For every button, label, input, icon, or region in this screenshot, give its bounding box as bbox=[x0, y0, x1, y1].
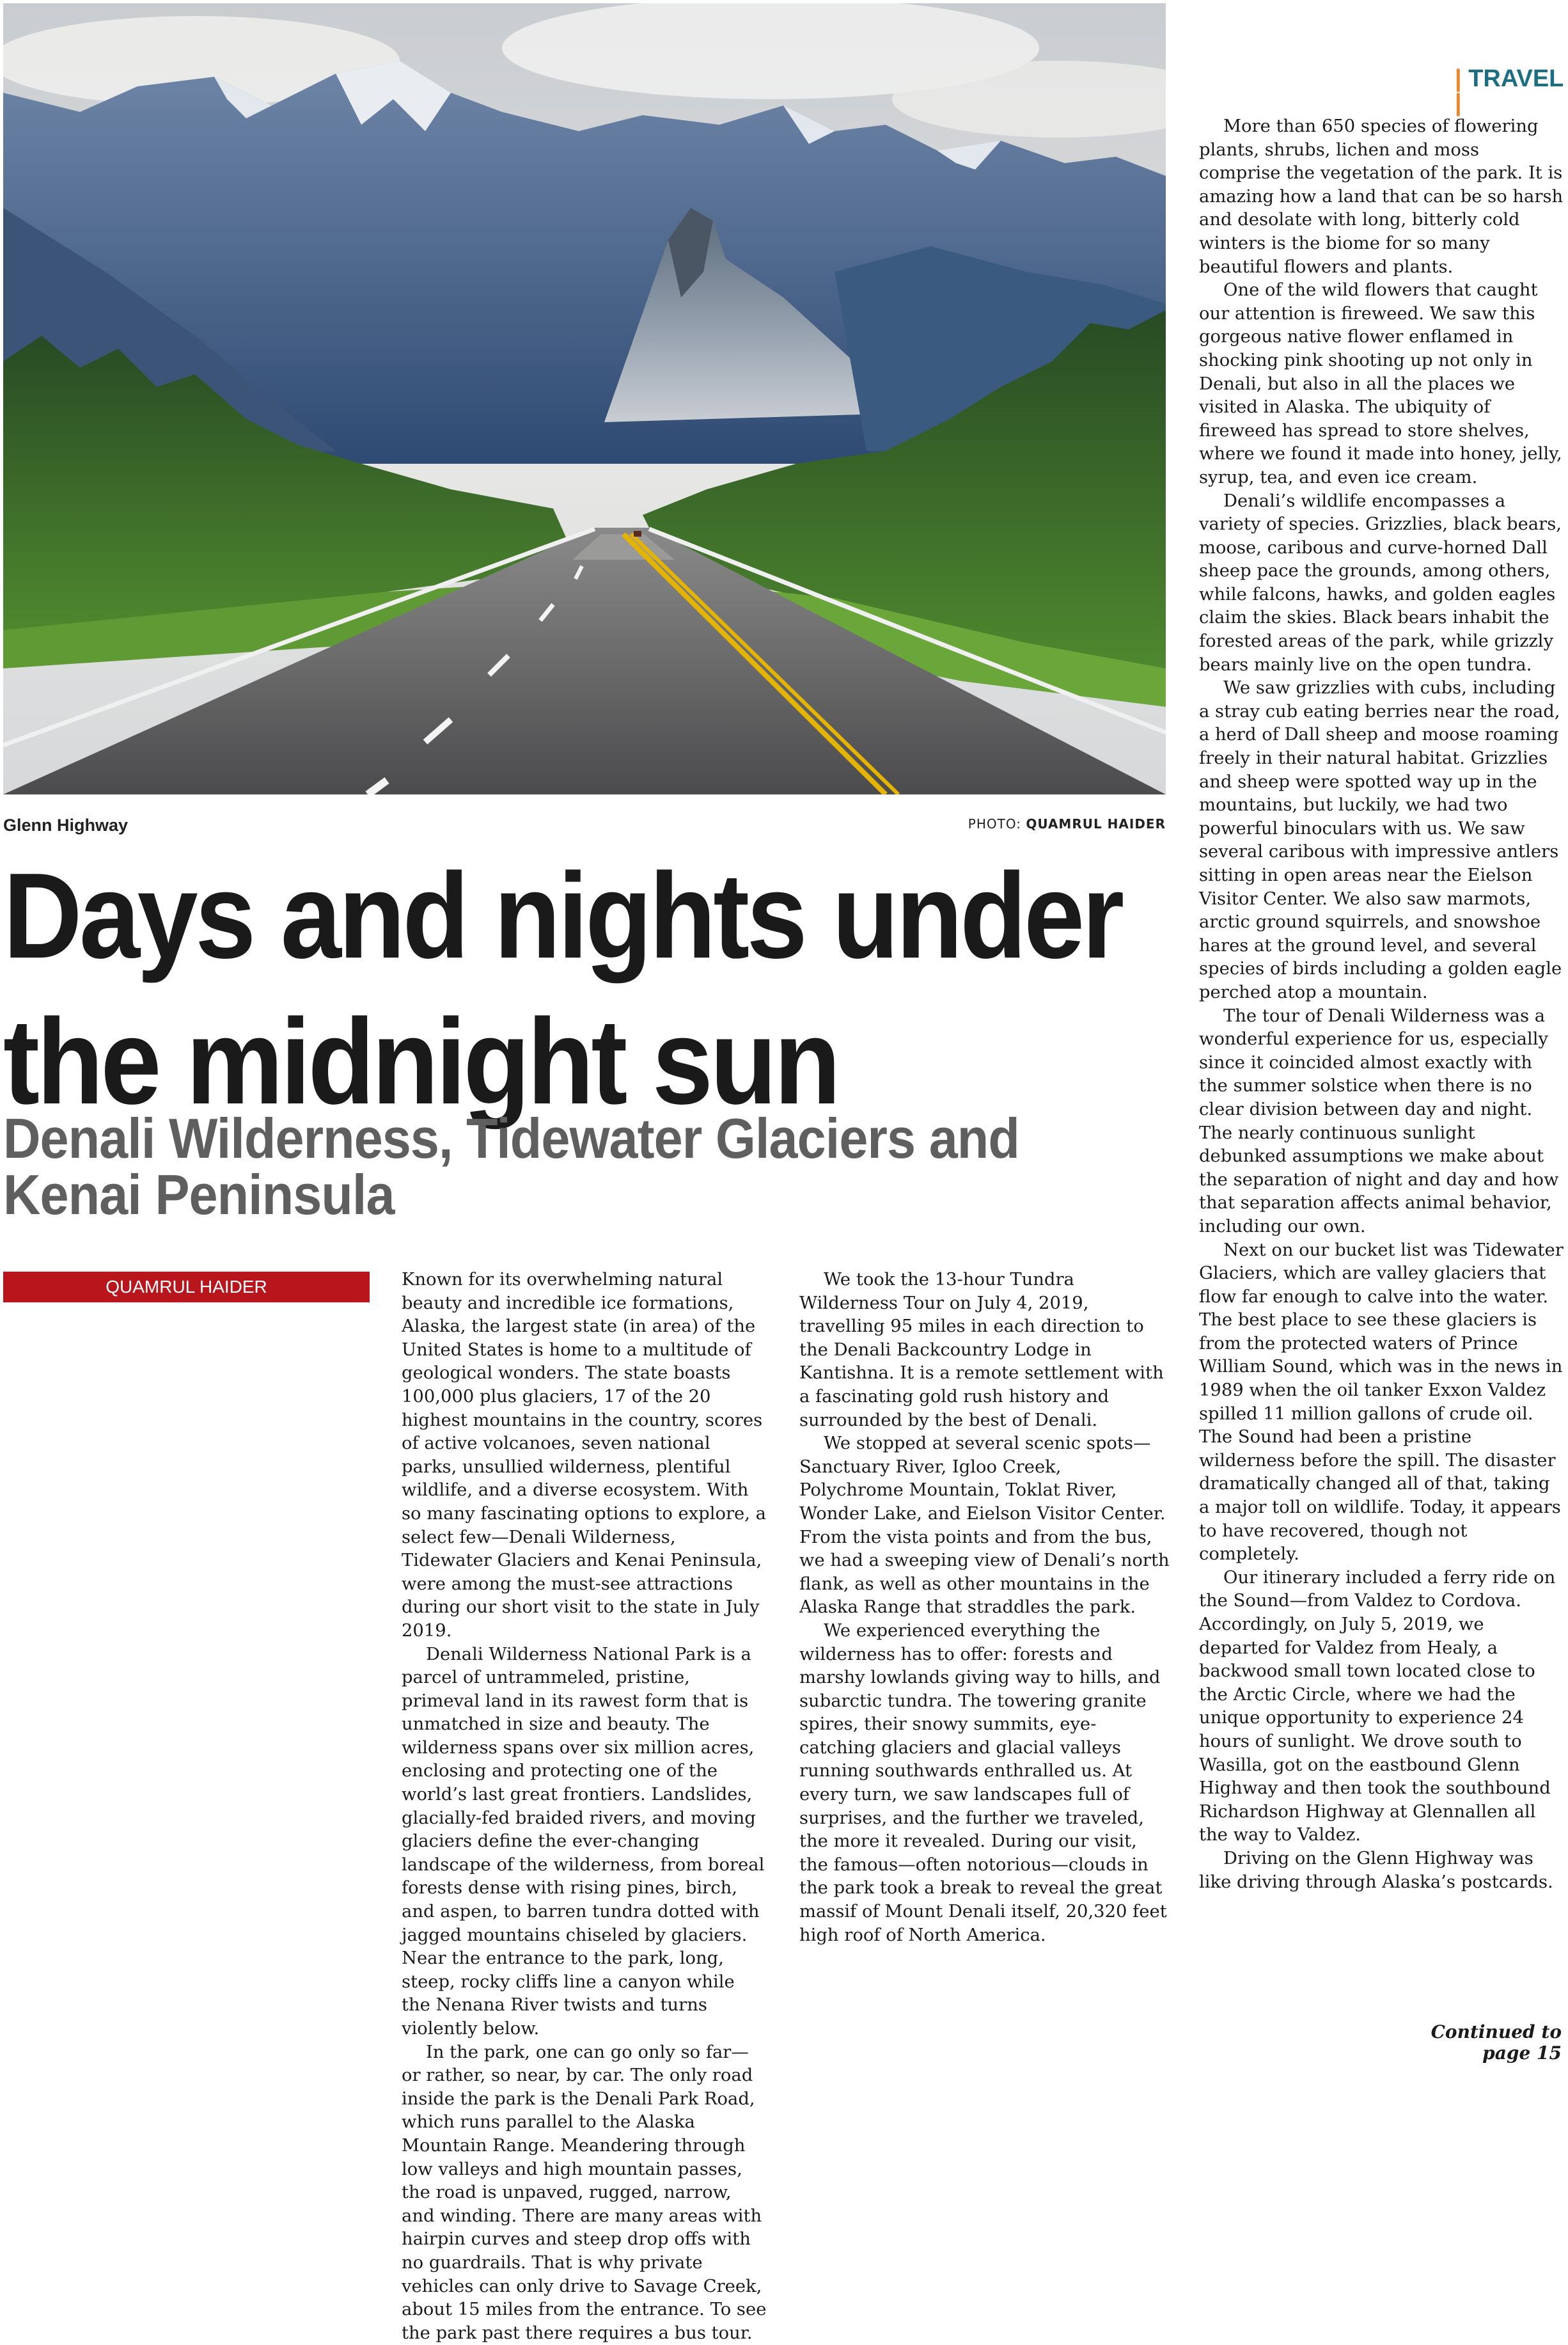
article-paragraph: We saw grizzlies with cubs, including a stray cub eating berries near the road, a herd of Dall sheep and moose roaming freely in their natural habitat. Grizzlies and sheep were spotted way up in the mountains, but luckily, we had two powerful binoculars with us. We saw several caribous with impressive antlers sitting in open areas near the Eielson Visitor Center. We also saw marmots, arctic ground squirrels, and snowshoe hares at the ground level, and several species of birds including a golden eagle perched atop a mountain. bbox=[1199, 678, 1562, 1002]
section-bar-right: | bbox=[1455, 90, 1462, 116]
article-paragraph: Denali’s wildlife encompasses a variety of species. Grizzlies, black bears, moose, caribous and curve-horned Dall sheep pace the grounds, among others, while falcons, hawks, and golden eagles claim the skies. Black bears inhabit the forested areas of the park, while grizzly bears mainly live on the open tundra. bbox=[1199, 491, 1562, 675]
photo-credit-prefix: PHOTO: bbox=[968, 816, 1021, 832]
article-paragraph: Our itinerary included a ferry ride on the Sound—from Valdez to Cordova. Accordingly, on July 5, 2019, we departed for Valdez from Healy, a backwood small town located close to the Arctic Circle, where we had the unique opportunity to experience 24 hours of sunlight. We drove south to Wasilla, got on the eastbound Glenn Highway and then took the southbound Richardson Highway at Glennallen all the way to Valdez. bbox=[1199, 1567, 1556, 1845]
article-paragraph: We took the 13-hour Tundra Wilderness Tour on July 4, 2019, travelling 95 miles in each direction to the Denali Backcountry Lodge in Kantishna. It is a remote settlement with a fascinating gold rush history and surrounded by the best of Denali. bbox=[799, 1270, 1164, 1430]
subheadline-line-2: Kenai Peninsula bbox=[3, 1163, 395, 1226]
article-paragraph: Driving on the Glenn Highway was like driving through Alaska’s postcards. bbox=[1199, 1848, 1553, 1892]
article-paragraph: One of the wild flowers that caught our attention is fireweed. We saw this gorgeous native flower enflamed in shocking pink shooting up not only in Denali, but also in all the places we visited in Alaska. The ubiquity of fireweed has spread to store shelves, where we found it made into honey, jelly, syrup, tea, and even ice cream. bbox=[1199, 280, 1562, 487]
hero-photo bbox=[3, 3, 1166, 794]
headline bbox=[3, 843, 1122, 1135]
continued-link[interactable]: Continued to page 15 bbox=[1431, 2021, 1562, 2064]
subheadline bbox=[3, 1107, 1073, 1226]
article-paragraph: Next on our bucket list was Tidewater Glaciers, which are valley glaciers that flow far enough to calve into the water. The best place to see these glaciers is from the protected waters of Prince William Sound, which was in the news in 1989 when the oil tanker Exxon Valdez spilled 11 million gallons of crude oil. The Sound had been a pristine wilderness before the spill. The disaster dramatically changed all of that, taking a major toll on wildlife. Today, it appears to have recovered, though not completely. bbox=[1199, 1240, 1564, 1565]
byline: QUAMRUL HAIDER bbox=[3, 1272, 370, 1302]
article-column-1 bbox=[402, 1268, 767, 2345]
article-column-2 bbox=[799, 1268, 1170, 1947]
article-paragraph: In the park, one can go only so far—or rather, so near, by car. The only road inside the park is the Denali Park Road, which runs parallel to the Alaska Mountain Range. Meandering through low valleys and high mountain passes, the road is unpaved, rugged, narrow, and winding. There are many areas with hairpin curves and steep drop offs with no guardrails. That is why private vehicles can only drive to Savage Creek, about 15 miles from the entrance. To see the park past there requires a bus tour. bbox=[402, 2042, 767, 2343]
headline-line-1: Days and nights under bbox=[3, 848, 1122, 984]
article-paragraph: More than 650 species of flowering plants, shrubs, lichen and moss comprise the vegetation of the park. It is amazing how a land that can be so harsh and desolate with long, bitterly cold winters is the biome for so many beautiful flowers and plants. bbox=[1199, 116, 1564, 277]
photo-credit-name: QUAMRUL HAIDER bbox=[1026, 816, 1166, 832]
article-paragraph: The tour of Denali Wilderness was a wonderful experience for us, especially since it coincided almost exactly with the summer solstice when there is no clear division between day and night. The nearly continuous sunlight debunked assumptions we make about the separation of night and day and how that separation affects animal behavior, including our own. bbox=[1199, 1006, 1559, 1236]
photo-caption: Glenn Highway bbox=[3, 816, 129, 835]
section-label bbox=[1455, 67, 1568, 115]
article-paragraph: Denali Wilderness National Park is a parcel of untrammeled, pristine, primeval land in its rawest form that is unmatched in size and beauty. The wilderness spans over six million acres, enclosing and protecting one of the world’s last great frontiers. Landslides, glacially-fed braided rivers, and moving glaciers define the ever-changing landscape of the wilderness, from boreal forests dense with rising pines, birch, and aspen, to barren tundra dotted with jagged mountains chiseled by glaciers. Near the entrance to the park, long, steep, rocky cliffs line a canyon while the Nenana River twists and turns violently below. bbox=[402, 1644, 765, 2039]
section-name: TRAVEL bbox=[1468, 65, 1564, 92]
article-paragraph: We stopped at several scenic spots—Sanctuary River, Igloo Creek, Polychrome Mountain, Toklat River, Wonder Lake, and Eielson Visitor Center. From the vista points and from the bus, we had a sweeping view of Denali’s north flank, as well as other mountains in the Alaska Range that straddles the park. bbox=[799, 1433, 1170, 1618]
highway-mountain-illustration bbox=[3, 3, 1166, 794]
section-bar-left: | bbox=[1455, 65, 1462, 92]
article-paragraph: We experienced everything the wilderness has to offer: forests and marshy lowlands giving way to hills, and subarctic tundra. The towering granite spires, their snowy summits, eye-catching glaciers and glacial valleys running southwards enthralled us. At every turn, we saw landscapes full of surprises, and the further we traveled, the more it revealed. During our visit, the famous—often notorious—clouds in the park took a break to reveal the great massif of Mount Denali itself, 20,320 feet high roof of North America. bbox=[799, 1620, 1167, 1945]
headline-line-2: the midnight sun bbox=[3, 994, 838, 1130]
article-paragraph: Known for its overwhelming natural beauty and incredible ice formations, Alaska, the largest state (in area) of the United States is home to a multitude of geological wonders. The state boasts 100,000 plus glaciers, 17 of the 20 highest mountains in the country, scores of active volcanoes, seven national parks, unsullied wilderness, plentiful wildlife, and a diverse ecosystem. With so many fascinating options to explore, a select few—Denali Wilderness, Tidewater Glaciers and Kenai Peninsula, were among the must-see attractions during our short visit to the state in July 2019. bbox=[402, 1270, 767, 1641]
subheadline-line-1: Denali Wilderness, Tidewater Glaciers and bbox=[3, 1107, 1019, 1170]
photo-credit bbox=[959, 816, 1166, 832]
article-column-3 bbox=[1199, 115, 1565, 1894]
